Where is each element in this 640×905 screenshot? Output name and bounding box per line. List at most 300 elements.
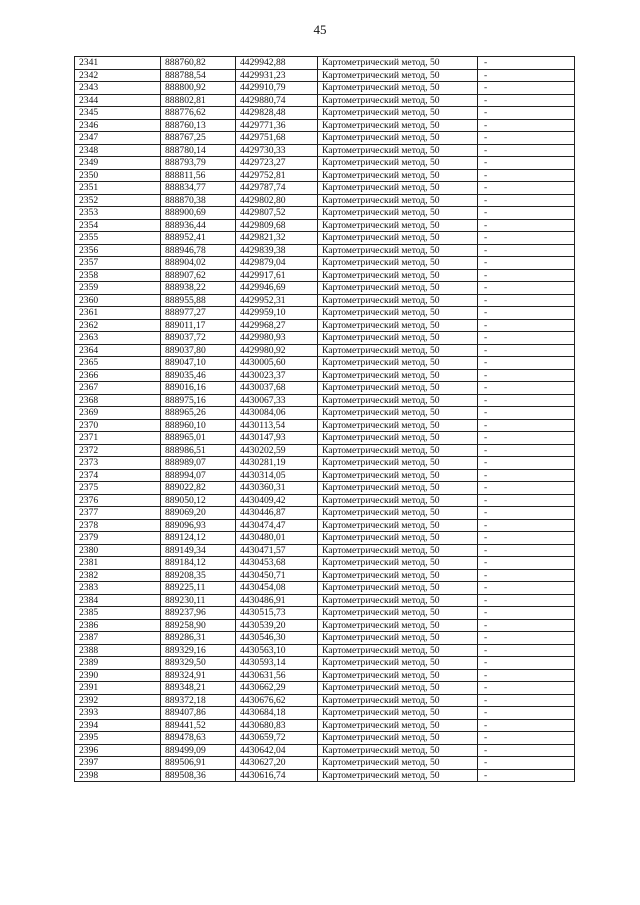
y-coordinate-cell: 4429931,23 <box>236 69 318 82</box>
method-accuracy-cell: Картометрический метод, 50 <box>318 119 478 132</box>
method-accuracy-cell: Картометрический метод, 50 <box>318 82 478 95</box>
x-coordinate-cell: 889407,86 <box>161 707 236 720</box>
note-cell: - <box>478 744 575 757</box>
point-number-cell: 2344 <box>75 94 161 107</box>
table-row <box>75 119 575 132</box>
note-cell: - <box>478 757 575 770</box>
point-number-cell: 2382 <box>75 569 161 582</box>
method-accuracy-cell: Картометрический метод, 50 <box>318 232 478 245</box>
y-coordinate-cell: 4430486,91 <box>236 594 318 607</box>
x-coordinate-cell: 889478,63 <box>161 732 236 745</box>
note-cell: - <box>478 732 575 745</box>
point-number-cell: 2376 <box>75 494 161 507</box>
x-coordinate-cell: 888767,25 <box>161 132 236 145</box>
y-coordinate-cell: 4430454,08 <box>236 582 318 595</box>
table-row <box>75 382 575 395</box>
y-coordinate-cell: 4429959,10 <box>236 307 318 320</box>
y-coordinate-cell: 4430684,18 <box>236 707 318 720</box>
method-accuracy-cell: Картометрический метод, 50 <box>318 394 478 407</box>
y-coordinate-cell: 4430281,19 <box>236 457 318 470</box>
x-coordinate-cell: 888938,22 <box>161 282 236 295</box>
table-row <box>75 269 575 282</box>
x-coordinate-cell: 888793,79 <box>161 157 236 170</box>
point-number-cell: 2353 <box>75 207 161 220</box>
x-coordinate-cell: 888907,62 <box>161 269 236 282</box>
y-coordinate-cell: 4430546,30 <box>236 632 318 645</box>
method-accuracy-cell: Картометрический метод, 50 <box>318 69 478 82</box>
x-coordinate-cell: 889372,18 <box>161 694 236 707</box>
y-coordinate-cell: 4429752,81 <box>236 169 318 182</box>
note-cell: - <box>478 182 575 195</box>
note-cell: - <box>478 507 575 520</box>
y-coordinate-cell: 4429807,52 <box>236 207 318 220</box>
point-number-cell: 2380 <box>75 544 161 557</box>
y-coordinate-cell: 4430616,74 <box>236 769 318 782</box>
x-coordinate-cell: 889124,12 <box>161 532 236 545</box>
point-number-cell: 2352 <box>75 194 161 207</box>
method-accuracy-cell: Картометрический метод, 50 <box>318 182 478 195</box>
point-number-cell: 2349 <box>75 157 161 170</box>
x-coordinate-cell: 888989,07 <box>161 457 236 470</box>
table-row <box>75 507 575 520</box>
x-coordinate-cell: 888904,02 <box>161 257 236 270</box>
note-cell: - <box>478 282 575 295</box>
method-accuracy-cell: Картометрический метод, 50 <box>318 144 478 157</box>
y-coordinate-cell: 4430563,10 <box>236 644 318 657</box>
note-cell: - <box>478 469 575 482</box>
note-cell: - <box>478 94 575 107</box>
point-number-cell: 2346 <box>75 119 161 132</box>
x-coordinate-cell: 888811,56 <box>161 169 236 182</box>
point-number-cell: 2342 <box>75 69 161 82</box>
table-row <box>75 307 575 320</box>
y-coordinate-cell: 4430642,04 <box>236 744 318 757</box>
note-cell: - <box>478 632 575 645</box>
note-cell: - <box>478 407 575 420</box>
table-row <box>75 719 575 732</box>
x-coordinate-cell: 889237,96 <box>161 607 236 620</box>
y-coordinate-cell: 4429980,93 <box>236 332 318 345</box>
table-row <box>75 432 575 445</box>
x-coordinate-cell: 889324,91 <box>161 669 236 682</box>
note-cell: - <box>478 194 575 207</box>
y-coordinate-cell: 4430631,56 <box>236 669 318 682</box>
table-row <box>75 644 575 657</box>
table-row <box>75 282 575 295</box>
point-number-cell: 2368 <box>75 394 161 407</box>
method-accuracy-cell: Картометрический метод, 50 <box>318 419 478 432</box>
table-row <box>75 757 575 770</box>
note-cell: - <box>478 482 575 495</box>
table-row <box>75 407 575 420</box>
method-accuracy-cell: Картометрический метод, 50 <box>318 257 478 270</box>
method-accuracy-cell: Картометрический метод, 50 <box>318 619 478 632</box>
table-row <box>75 194 575 207</box>
y-coordinate-cell: 4429879,04 <box>236 257 318 270</box>
x-coordinate-cell: 888802,81 <box>161 94 236 107</box>
method-accuracy-cell: Картометрический метод, 50 <box>318 607 478 620</box>
table-row <box>75 157 575 170</box>
note-cell: - <box>478 82 575 95</box>
table-row <box>75 419 575 432</box>
method-accuracy-cell: Картометрический метод, 50 <box>318 707 478 720</box>
note-cell: - <box>478 369 575 382</box>
point-number-cell: 2365 <box>75 357 161 370</box>
y-coordinate-cell: 4429828,48 <box>236 107 318 120</box>
table-row <box>75 544 575 557</box>
x-coordinate-cell: 889016,16 <box>161 382 236 395</box>
point-number-cell: 2341 <box>75 57 161 70</box>
y-coordinate-cell: 4430450,71 <box>236 569 318 582</box>
x-coordinate-cell: 888776,62 <box>161 107 236 120</box>
point-number-cell: 2347 <box>75 132 161 145</box>
point-number-cell: 2392 <box>75 694 161 707</box>
y-coordinate-cell: 4429980,92 <box>236 344 318 357</box>
point-number-cell: 2378 <box>75 519 161 532</box>
table-row <box>75 694 575 707</box>
y-coordinate-cell: 4430314,05 <box>236 469 318 482</box>
x-coordinate-cell: 889508,36 <box>161 769 236 782</box>
x-coordinate-cell: 889149,34 <box>161 544 236 557</box>
y-coordinate-cell: 4430676,62 <box>236 694 318 707</box>
x-coordinate-cell: 889022,82 <box>161 482 236 495</box>
method-accuracy-cell: Картометрический метод, 50 <box>318 169 478 182</box>
note-cell: - <box>478 694 575 707</box>
table-row <box>75 394 575 407</box>
x-coordinate-cell: 888977,27 <box>161 307 236 320</box>
x-coordinate-cell: 889225,11 <box>161 582 236 595</box>
table-row <box>75 619 575 632</box>
y-coordinate-cell: 4430084,06 <box>236 407 318 420</box>
point-number-cell: 2356 <box>75 244 161 257</box>
method-accuracy-cell: Картометрический метод, 50 <box>318 132 478 145</box>
y-coordinate-cell: 4429751,68 <box>236 132 318 145</box>
y-coordinate-cell: 4430446,87 <box>236 507 318 520</box>
note-cell: - <box>478 119 575 132</box>
point-number-cell: 2363 <box>75 332 161 345</box>
table-row <box>75 707 575 720</box>
note-cell: - <box>478 532 575 545</box>
note-cell: - <box>478 669 575 682</box>
x-coordinate-cell: 888800,92 <box>161 82 236 95</box>
table-row <box>75 207 575 220</box>
table-row <box>75 182 575 195</box>
method-accuracy-cell: Картометрический метод, 50 <box>318 219 478 232</box>
x-coordinate-cell: 888780,14 <box>161 144 236 157</box>
point-number-cell: 2372 <box>75 444 161 457</box>
note-cell: - <box>478 519 575 532</box>
x-coordinate-cell: 888936,44 <box>161 219 236 232</box>
table-row <box>75 482 575 495</box>
x-coordinate-cell: 888834,77 <box>161 182 236 195</box>
method-accuracy-cell: Картометрический метод, 50 <box>318 369 478 382</box>
x-coordinate-cell: 888946,78 <box>161 244 236 257</box>
point-number-cell: 2351 <box>75 182 161 195</box>
point-number-cell: 2362 <box>75 319 161 332</box>
x-coordinate-cell: 889069,20 <box>161 507 236 520</box>
point-number-cell: 2371 <box>75 432 161 445</box>
table-row <box>75 657 575 670</box>
method-accuracy-cell: Картометрический метод, 50 <box>318 157 478 170</box>
y-coordinate-cell: 4430037,68 <box>236 382 318 395</box>
table-row <box>75 444 575 457</box>
note-cell: - <box>478 244 575 257</box>
y-coordinate-cell: 4430409,42 <box>236 494 318 507</box>
method-accuracy-cell: Картометрический метод, 50 <box>318 594 478 607</box>
x-coordinate-cell: 889348,21 <box>161 682 236 695</box>
x-coordinate-cell: 889037,72 <box>161 332 236 345</box>
method-accuracy-cell: Картометрический метод, 50 <box>318 107 478 120</box>
x-coordinate-cell: 888760,13 <box>161 119 236 132</box>
table-row <box>75 244 575 257</box>
method-accuracy-cell: Картометрический метод, 50 <box>318 407 478 420</box>
table-row <box>75 294 575 307</box>
method-accuracy-cell: Картометрический метод, 50 <box>318 757 478 770</box>
y-coordinate-cell: 4430067,33 <box>236 394 318 407</box>
point-number-cell: 2350 <box>75 169 161 182</box>
y-coordinate-cell: 4430659,72 <box>236 732 318 745</box>
y-coordinate-cell: 4430005,60 <box>236 357 318 370</box>
table-row <box>75 557 575 570</box>
point-number-cell: 2357 <box>75 257 161 270</box>
method-accuracy-cell: Картометрический метод, 50 <box>318 207 478 220</box>
x-coordinate-cell: 889329,50 <box>161 657 236 670</box>
table-row <box>75 632 575 645</box>
method-accuracy-cell: Картометрический метод, 50 <box>318 294 478 307</box>
x-coordinate-cell: 889329,16 <box>161 644 236 657</box>
method-accuracy-cell: Картометрический метод, 50 <box>318 57 478 70</box>
method-accuracy-cell: Картометрический метод, 50 <box>318 494 478 507</box>
note-cell: - <box>478 382 575 395</box>
table-row <box>75 132 575 145</box>
y-coordinate-cell: 4430627,20 <box>236 757 318 770</box>
x-coordinate-cell: 889011,17 <box>161 319 236 332</box>
note-cell: - <box>478 682 575 695</box>
x-coordinate-cell: 889258,90 <box>161 619 236 632</box>
note-cell: - <box>478 232 575 245</box>
method-accuracy-cell: Картометрический метод, 50 <box>318 444 478 457</box>
note-cell: - <box>478 332 575 345</box>
table-row <box>75 594 575 607</box>
note-cell: - <box>478 344 575 357</box>
note-cell: - <box>478 557 575 570</box>
method-accuracy-cell: Картометрический метод, 50 <box>318 482 478 495</box>
x-coordinate-cell: 889047,10 <box>161 357 236 370</box>
note-cell: - <box>478 169 575 182</box>
x-coordinate-cell: 888965,26 <box>161 407 236 420</box>
table-row <box>75 219 575 232</box>
y-coordinate-cell: 4430539,20 <box>236 619 318 632</box>
method-accuracy-cell: Картометрический метод, 50 <box>318 719 478 732</box>
note-cell: - <box>478 257 575 270</box>
method-accuracy-cell: Картометрический метод, 50 <box>318 469 478 482</box>
method-accuracy-cell: Картометрический метод, 50 <box>318 332 478 345</box>
method-accuracy-cell: Картометрический метод, 50 <box>318 644 478 657</box>
y-coordinate-cell: 4429910,79 <box>236 82 318 95</box>
x-coordinate-cell: 889286,31 <box>161 632 236 645</box>
note-cell: - <box>478 69 575 82</box>
table-row <box>75 494 575 507</box>
point-number-cell: 2385 <box>75 607 161 620</box>
y-coordinate-cell: 4429839,38 <box>236 244 318 257</box>
method-accuracy-cell: Картометрический метод, 50 <box>318 744 478 757</box>
point-number-cell: 2379 <box>75 532 161 545</box>
point-number-cell: 2360 <box>75 294 161 307</box>
point-number-cell: 2348 <box>75 144 161 157</box>
table-row <box>75 144 575 157</box>
table-row <box>75 82 575 95</box>
y-coordinate-cell: 4429723,27 <box>236 157 318 170</box>
y-coordinate-cell: 4429952,31 <box>236 294 318 307</box>
table-row <box>75 232 575 245</box>
method-accuracy-cell: Картометрический метод, 50 <box>318 694 478 707</box>
point-number-cell: 2381 <box>75 557 161 570</box>
note-cell: - <box>478 544 575 557</box>
point-number-cell: 2355 <box>75 232 161 245</box>
y-coordinate-cell: 4429809,68 <box>236 219 318 232</box>
point-number-cell: 2366 <box>75 369 161 382</box>
x-coordinate-cell: 888900,69 <box>161 207 236 220</box>
note-cell: - <box>478 269 575 282</box>
x-coordinate-cell: 888870,38 <box>161 194 236 207</box>
table-row <box>75 257 575 270</box>
table-row <box>75 344 575 357</box>
method-accuracy-cell: Картометрический метод, 50 <box>318 632 478 645</box>
note-cell: - <box>478 769 575 782</box>
x-coordinate-cell: 889208,35 <box>161 569 236 582</box>
method-accuracy-cell: Картометрический метод, 50 <box>318 269 478 282</box>
note-cell: - <box>478 307 575 320</box>
point-number-cell: 2367 <box>75 382 161 395</box>
method-accuracy-cell: Картометрический метод, 50 <box>318 669 478 682</box>
point-number-cell: 2387 <box>75 632 161 645</box>
point-number-cell: 2358 <box>75 269 161 282</box>
note-cell: - <box>478 582 575 595</box>
y-coordinate-cell: 4430680,83 <box>236 719 318 732</box>
method-accuracy-cell: Картометрический метод, 50 <box>318 357 478 370</box>
table-row <box>75 732 575 745</box>
y-coordinate-cell: 4429802,80 <box>236 194 318 207</box>
y-coordinate-cell: 4429942,88 <box>236 57 318 70</box>
note-cell: - <box>478 207 575 220</box>
note-cell: - <box>478 569 575 582</box>
point-number-cell: 2370 <box>75 419 161 432</box>
x-coordinate-cell: 888965,01 <box>161 432 236 445</box>
x-coordinate-cell: 889050,12 <box>161 494 236 507</box>
table-row <box>75 682 575 695</box>
point-number-cell: 2377 <box>75 507 161 520</box>
table-row <box>75 69 575 82</box>
method-accuracy-cell: Картометрический метод, 50 <box>318 432 478 445</box>
note-cell: - <box>478 294 575 307</box>
table-row <box>75 532 575 545</box>
note-cell: - <box>478 594 575 607</box>
table-row <box>75 469 575 482</box>
point-number-cell: 2361 <box>75 307 161 320</box>
point-number-cell: 2398 <box>75 769 161 782</box>
y-coordinate-cell: 4430453,68 <box>236 557 318 570</box>
table-row <box>75 569 575 582</box>
y-coordinate-cell: 4429821,32 <box>236 232 318 245</box>
y-coordinate-cell: 4430662,29 <box>236 682 318 695</box>
note-cell: - <box>478 719 575 732</box>
method-accuracy-cell: Картометрический метод, 50 <box>318 544 478 557</box>
x-coordinate-cell: 888788,54 <box>161 69 236 82</box>
coordinates-table <box>74 56 575 782</box>
point-number-cell: 2345 <box>75 107 161 120</box>
note-cell: - <box>478 419 575 432</box>
y-coordinate-cell: 4429880,74 <box>236 94 318 107</box>
y-coordinate-cell: 4430593,14 <box>236 657 318 670</box>
y-coordinate-cell: 4430480,01 <box>236 532 318 545</box>
table-row <box>75 519 575 532</box>
table-row <box>75 744 575 757</box>
note-cell: - <box>478 157 575 170</box>
method-accuracy-cell: Картометрический метод, 50 <box>318 507 478 520</box>
note-cell: - <box>478 607 575 620</box>
note-cell: - <box>478 57 575 70</box>
table-row <box>75 57 575 70</box>
point-number-cell: 2374 <box>75 469 161 482</box>
method-accuracy-cell: Картометрический метод, 50 <box>318 282 478 295</box>
table-row <box>75 169 575 182</box>
point-number-cell: 2384 <box>75 594 161 607</box>
x-coordinate-cell: 889035,46 <box>161 369 236 382</box>
x-coordinate-cell: 889096,93 <box>161 519 236 532</box>
note-cell: - <box>478 444 575 457</box>
table-row <box>75 332 575 345</box>
y-coordinate-cell: 4430360,31 <box>236 482 318 495</box>
y-coordinate-cell: 4430474,47 <box>236 519 318 532</box>
note-cell: - <box>478 144 575 157</box>
method-accuracy-cell: Картометрический метод, 50 <box>318 382 478 395</box>
note-cell: - <box>478 394 575 407</box>
x-coordinate-cell: 888960,10 <box>161 419 236 432</box>
point-number-cell: 2393 <box>75 707 161 720</box>
point-number-cell: 2369 <box>75 407 161 420</box>
note-cell: - <box>478 357 575 370</box>
x-coordinate-cell: 889230,11 <box>161 594 236 607</box>
table-row <box>75 582 575 595</box>
x-coordinate-cell: 888986,51 <box>161 444 236 457</box>
coordinates-table-body <box>75 57 575 782</box>
table-row <box>75 607 575 620</box>
point-number-cell: 2343 <box>75 82 161 95</box>
x-coordinate-cell: 888760,82 <box>161 57 236 70</box>
y-coordinate-cell: 4430113,54 <box>236 419 318 432</box>
method-accuracy-cell: Картометрический метод, 50 <box>318 307 478 320</box>
method-accuracy-cell: Картометрический метод, 50 <box>318 94 478 107</box>
point-number-cell: 2359 <box>75 282 161 295</box>
table-row <box>75 769 575 782</box>
point-number-cell: 2354 <box>75 219 161 232</box>
y-coordinate-cell: 4430023,37 <box>236 369 318 382</box>
x-coordinate-cell: 888955,88 <box>161 294 236 307</box>
y-coordinate-cell: 4429946,69 <box>236 282 318 295</box>
y-coordinate-cell: 4430471,57 <box>236 544 318 557</box>
page-number: 45 <box>313 22 327 37</box>
method-accuracy-cell: Картометрический метод, 50 <box>318 769 478 782</box>
x-coordinate-cell: 889506,91 <box>161 757 236 770</box>
method-accuracy-cell: Картометрический метод, 50 <box>318 682 478 695</box>
x-coordinate-cell: 889441,52 <box>161 719 236 732</box>
y-coordinate-cell: 4429917,61 <box>236 269 318 282</box>
x-coordinate-cell: 888994,07 <box>161 469 236 482</box>
y-coordinate-cell: 4429771,36 <box>236 119 318 132</box>
note-cell: - <box>478 319 575 332</box>
point-number-cell: 2397 <box>75 757 161 770</box>
y-coordinate-cell: 4430147,93 <box>236 432 318 445</box>
